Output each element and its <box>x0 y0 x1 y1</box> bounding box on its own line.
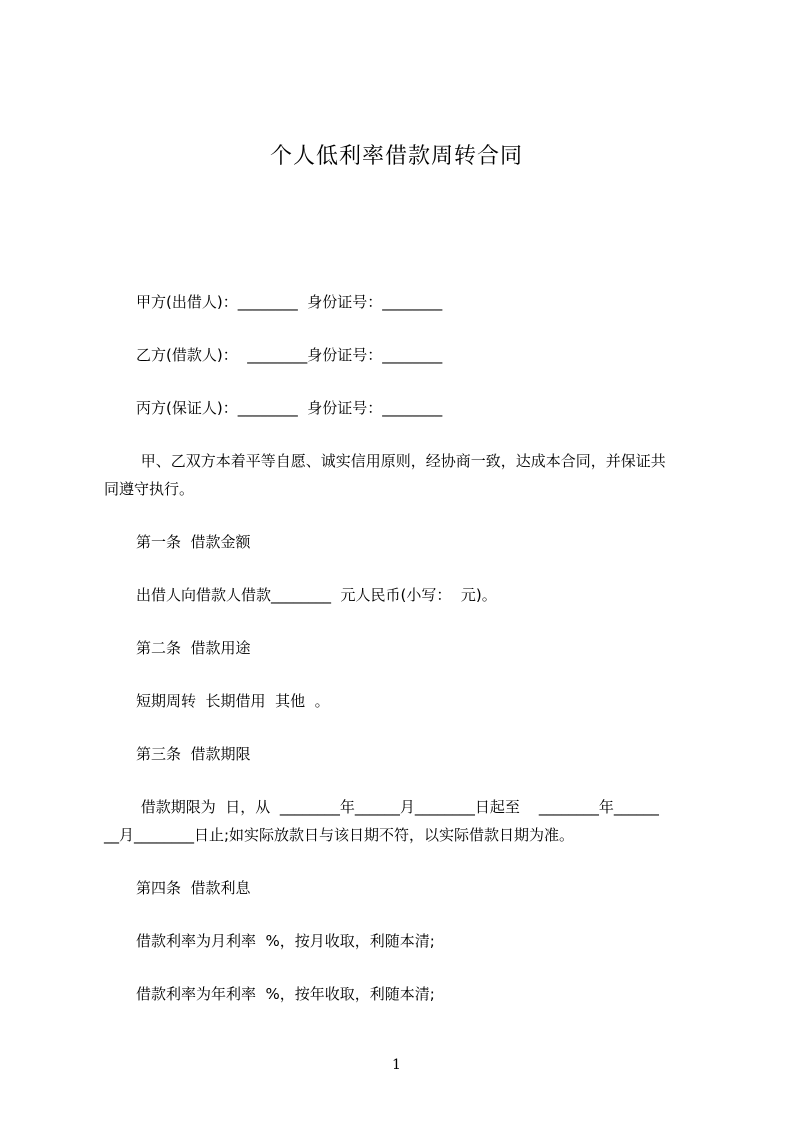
preamble-line-1: 甲、乙双方本着平等自愿、诚实信用原则，经协商一致，达成本合同，并保证共 <box>136 452 666 470</box>
page-number: 1 <box>392 1057 401 1073</box>
preamble-line-2: 同遵守执行。 <box>104 480 195 498</box>
article-1-heading: 第一条 借款金额 <box>136 533 251 551</box>
article-3-heading: 第三条 借款期限 <box>136 745 251 763</box>
article-3-text-line-2: __月________日止;如实际放款日与该日期不符，以实际借款日期为准。 <box>104 826 575 844</box>
party-a-line: 甲方(出借人)：________ 身份证号：________ <box>136 293 443 311</box>
article-2-heading: 第二条 借款用途 <box>136 639 251 657</box>
article-4-text-line-2: 借款利率为年利率 %，按年收取，利随本清; <box>136 985 435 1003</box>
party-b-line: 乙方(借款人)： ________身份证号：________ <box>136 346 443 364</box>
document-title: 个人低利率借款周转合同 <box>269 144 523 169</box>
article-3-text-line-1: 借款期限为 日，从 ________年______月________日起至 ________年______ <box>136 798 659 816</box>
article-4-heading: 第四条 借款利息 <box>136 879 251 897</box>
article-2-text: 短期周转 长期借用 其他 。 <box>136 692 330 710</box>
party-c-line: 丙方(保证人)：________ 身份证号：________ <box>136 399 443 417</box>
article-1-text: 出借人向借款人借款________ 元人民币(小写： 元)。 <box>136 586 497 604</box>
article-4-text-line-1: 借款利率为月利率 %，按月收取，利随本清; <box>136 932 435 950</box>
